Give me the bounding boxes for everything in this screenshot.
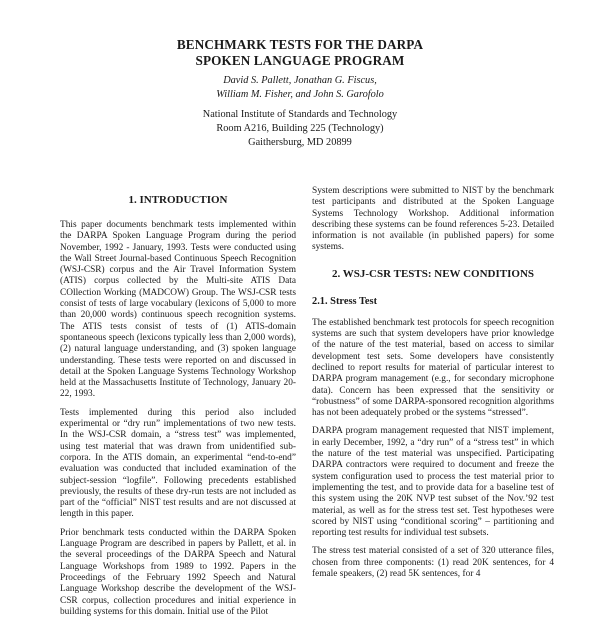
- affiliation-line-3: Gaithersburg, MD 20899: [248, 137, 352, 148]
- introduction-heading: 1. INTRODUCTION: [128, 194, 228, 206]
- intro-paragraph-2: Tests implemented during this period also included experimental or “dry run” implementations of two new tests. In the WSJ-CSR domain, a “stress test” was implemented, using test material that was drawn from unidentified sub-corpora. In the ATIS domain, an experimental “end-to-end” evaluation was conducted that included examination of the subject-session “logfile”. Following precedents established previously, the results of these dry-run tests are not included as part of the “official” NIST test results and are not discussed at length in this paper.: [60, 407, 296, 520]
- affiliation-line-1: National Institute of Standards and Technology: [202, 109, 398, 120]
- paper-title-line-2: SPOKEN LANGUAGE PROGRAM: [195, 53, 405, 68]
- authors-line-1: David S. Pallett, Jonathan G. Fiscus,: [223, 75, 377, 86]
- paper-title-line-1: BENCHMARK TESTS FOR THE DARPA: [176, 37, 424, 52]
- wsj-csr-heading: 2. WSJ-CSR TESTS: NEW CONDITIONS: [331, 267, 535, 280]
- intro-paragraph-1: This paper documents benchmark tests implemented within the DARPA Spoken Language Program during the period November, 1992 - January, 1993. Tests were conducted using the Wall Street Journal-based Continuous Speech Recognition (WSJ-CSR) corpus and the Air Travel Information System (ATIS) corpus collected by the Multi-site ATIS Data COllection Working (MADCOW) Group. The WSJ-CSR tests consist of tests of large vocabulary (lexicons of 5,000 to more than 20,000 words) continuous speech recognition systems. The ATIS tests consist of tests of (1) ATIS-domain spontaneous speech (lexicons typically less than 2,000 words), (2) natural language understanding, and (3) spoken language understanding. These tests were reported on and discussed in detail at the Spoken Language Systems Technology Workshop held at the Massachusetts Institute of Technology, January 20-22, 1993.: [60, 220, 296, 400]
- stress-test-paragraph-2: DARPA program management requested that NIST implement, in early December, 1992, a “dry run” of a “stress test” in which the nature of the test material was unspecified. Participating DARPA contractors were required to document and freeze the system configuration used to process the test material prior to implementing the test, and to provide data for a baseline test of this system using the 20K NVP test subset of the Nov.’92 test material, as well as for the stress test set. Test hypotheses were scored by NIST using “conditional scoring” – partitioning and reporting test results for individual test subsets.: [312, 426, 554, 539]
- stress-test-subheading: 2.1. Stress Test: [312, 295, 378, 307]
- intro-continuation-paragraph: System descriptions were submitted to NIST by the benchmark test participants and distributed at the Spoken Language Systems Technology Workshop. Additional information describing these systems can be found references 5-23. Detailed information is not available (in published papers) for some systems.: [312, 186, 554, 253]
- intro-paragraph-3: Prior benchmark tests conducted within the DARPA Spoken Language Program are described in papers by Pallett, et al. in the several proceedings of the DARPA Speech and Natural Language Workshops from 1989 to 1992. Papers in the Proceedings of the February 1992 Speech and Natural Language Workshop describe the development of the WSJ-CSR corpus, collection procedures and initial experience in building systems for this domain. Initial use of the Pilot: [60, 527, 296, 617]
- stress-test-paragraph-3: The stress test material consisted of a set of 320 utterance files, chosen from three components: (1) read 20K sentences, for 4 female speakers, (2) read 5K sentences, for 4: [312, 546, 554, 580]
- affiliation-line-2: Room A216, Building 225 (Technology): [216, 123, 384, 134]
- right-column: [312, 186, 554, 587]
- authors-line-2: William M. Fisher, and John S. Garofolo: [216, 89, 384, 100]
- stress-test-paragraph-1: The established benchmark test protocols for speech recognition systems are such that system developers have prior knowledge of the nature of the test material, based on access to similar development test sets. Some developers have consistently declined to report results for material of particular interest to DARPA program management (e.g., for secondary microphone data). Concern has been expressed that the sensitivity or “robustness” of some DARPA-sponsored recognition algorithms has not been adequately probed or the systems “stressed”.: [312, 317, 554, 419]
- left-column: [60, 186, 296, 625]
